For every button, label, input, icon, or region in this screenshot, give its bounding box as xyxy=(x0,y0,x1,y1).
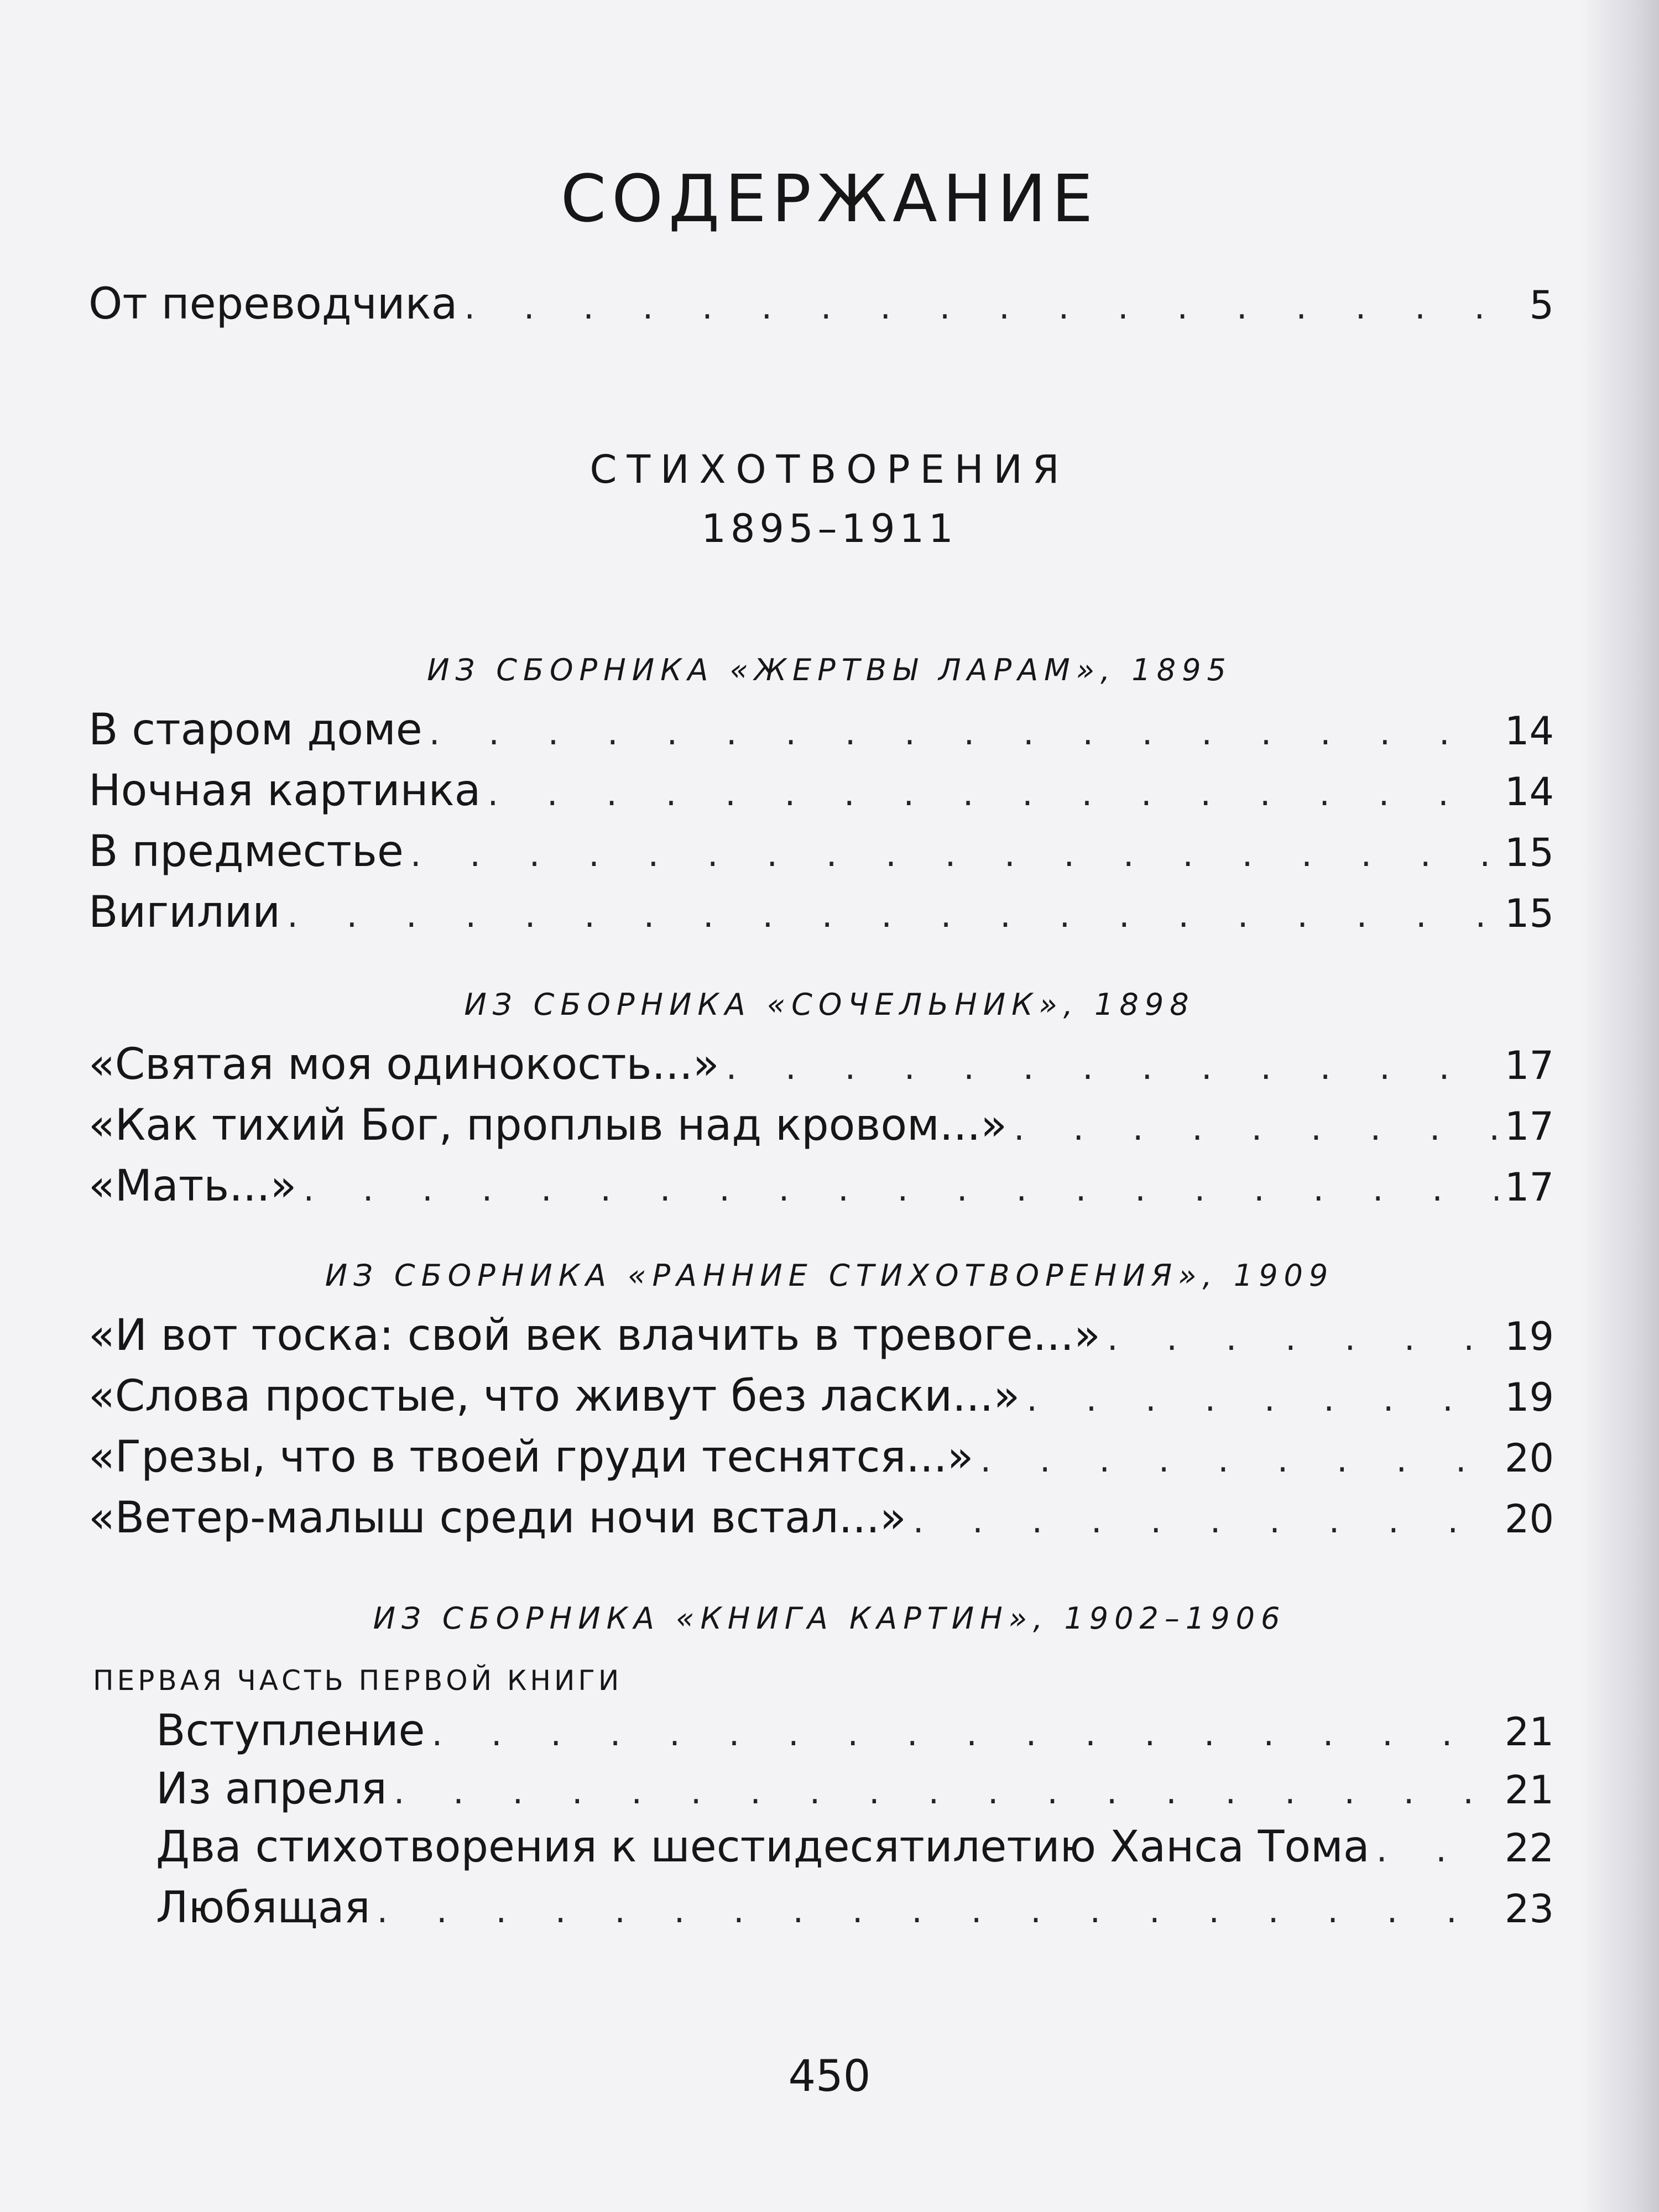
entry-page: 15 xyxy=(1504,891,1554,936)
entry-page: 20 xyxy=(1504,1496,1554,1542)
entry-title: В предместье xyxy=(88,827,404,877)
toc-entry xyxy=(88,1311,1554,1371)
toc-entry xyxy=(156,1706,1554,1767)
entry-page: 22 xyxy=(1504,1825,1554,1871)
toc-entry xyxy=(156,1883,1554,1944)
collection-heading: ИЗ СБОРНИКА «СОЧЕЛЬНИК», 1898 xyxy=(464,987,1195,1022)
part-heading: ПЕРВАЯ ЧАСТЬ ПЕРВОЙ КНИГИ xyxy=(93,1665,623,1697)
toc-entry xyxy=(88,279,1554,340)
collection-heading: ИЗ СБОРНИКА «ЖЕРТВЫ ЛАРАМ», 1895 xyxy=(427,653,1232,687)
entry-title: «Мать...» xyxy=(88,1161,297,1211)
entry-title: «Как тихий Бог, проплыв над кровом...» xyxy=(88,1100,1008,1150)
entry-title: Ночная картинка xyxy=(88,766,481,816)
collection-heading: ИЗ СБОРНИКА «КНИГА КАРТИН», 1902–1906 xyxy=(373,1601,1286,1636)
page-number: 450 xyxy=(788,2052,871,2101)
toc-entry xyxy=(88,1161,1554,1222)
leader-dots xyxy=(303,1168,1498,1209)
entry-page: 17 xyxy=(1504,1165,1554,1210)
entry-page: 17 xyxy=(1504,1043,1554,1088)
entry-title: «И вот тоска: свой век влачить в тревоге...» xyxy=(88,1311,1100,1360)
entry-title: От переводчика xyxy=(88,279,458,329)
leader-dots xyxy=(980,1439,1498,1480)
leader-dots xyxy=(287,895,1498,935)
entry-page: 14 xyxy=(1504,769,1554,815)
toc-entry xyxy=(88,1371,1554,1432)
entry-title: Любящая xyxy=(156,1883,371,1933)
toc-entry xyxy=(88,1432,1554,1493)
section-years: 1895–1911 xyxy=(701,506,958,551)
entry-page: 19 xyxy=(1504,1375,1554,1420)
collection-heading: ИЗ СБОРНИКА «РАННИЕ СТИХОТВОРЕНИЯ», 1909 xyxy=(325,1258,1334,1293)
leader-dots xyxy=(726,1047,1498,1087)
toc-entry xyxy=(88,1040,1554,1100)
section-title: СТИХОТВОРЕНИЯ xyxy=(589,447,1070,492)
toc-entry xyxy=(156,1764,1554,1825)
toc-entry xyxy=(88,888,1554,948)
entry-title: «Слова простые, что живут без ласки...» xyxy=(88,1371,1020,1421)
leader-dots xyxy=(432,1713,1498,1754)
leader-dots xyxy=(464,286,1522,327)
entry-title: Вигилии xyxy=(88,888,281,937)
entry-page: 14 xyxy=(1504,708,1554,754)
leader-dots xyxy=(377,1890,1498,1931)
entry-page: 21 xyxy=(1504,1767,1554,1813)
entry-title: «Святая моя одинокость...» xyxy=(88,1040,719,1089)
leader-dots xyxy=(410,834,1498,874)
page-edge-shadow xyxy=(1582,0,1659,2212)
entry-page: 15 xyxy=(1504,830,1554,875)
entry-title: В старом доме xyxy=(88,705,422,755)
entry-title: Вступление xyxy=(156,1706,425,1756)
toc-entry xyxy=(156,1822,1554,1883)
leader-dots xyxy=(1014,1108,1498,1148)
entry-title: Из апреля xyxy=(156,1764,387,1814)
page-title: СОДЕРЖАНИЕ xyxy=(560,160,1099,237)
leader-dots xyxy=(913,1500,1498,1541)
toc-entry xyxy=(88,766,1554,827)
toc-entry xyxy=(88,827,1554,888)
toc-entry xyxy=(88,705,1554,766)
entry-page: 19 xyxy=(1504,1314,1554,1359)
entry-title: «Грезы, что в твоей груди теснятся...» xyxy=(88,1432,974,1482)
entry-page: 20 xyxy=(1504,1436,1554,1481)
entry-page: 5 xyxy=(1529,283,1554,328)
leader-dots xyxy=(487,773,1498,813)
leader-dots xyxy=(429,712,1498,753)
leader-dots xyxy=(1107,1318,1498,1358)
leader-dots xyxy=(394,1771,1498,1812)
toc-entry xyxy=(88,1100,1554,1161)
entry-title: «Ветер-малыш среди ночи встал...» xyxy=(88,1493,906,1543)
entry-title: Два стихотворения к шестидесятилетию Ханса Тома xyxy=(156,1822,1370,1872)
leader-dots xyxy=(1376,1829,1498,1870)
entry-page: 17 xyxy=(1504,1104,1554,1149)
entry-page: 21 xyxy=(1504,1709,1554,1755)
toc-entry xyxy=(88,1493,1554,1554)
entry-page: 23 xyxy=(1504,1886,1554,1932)
leader-dots xyxy=(1026,1379,1498,1419)
